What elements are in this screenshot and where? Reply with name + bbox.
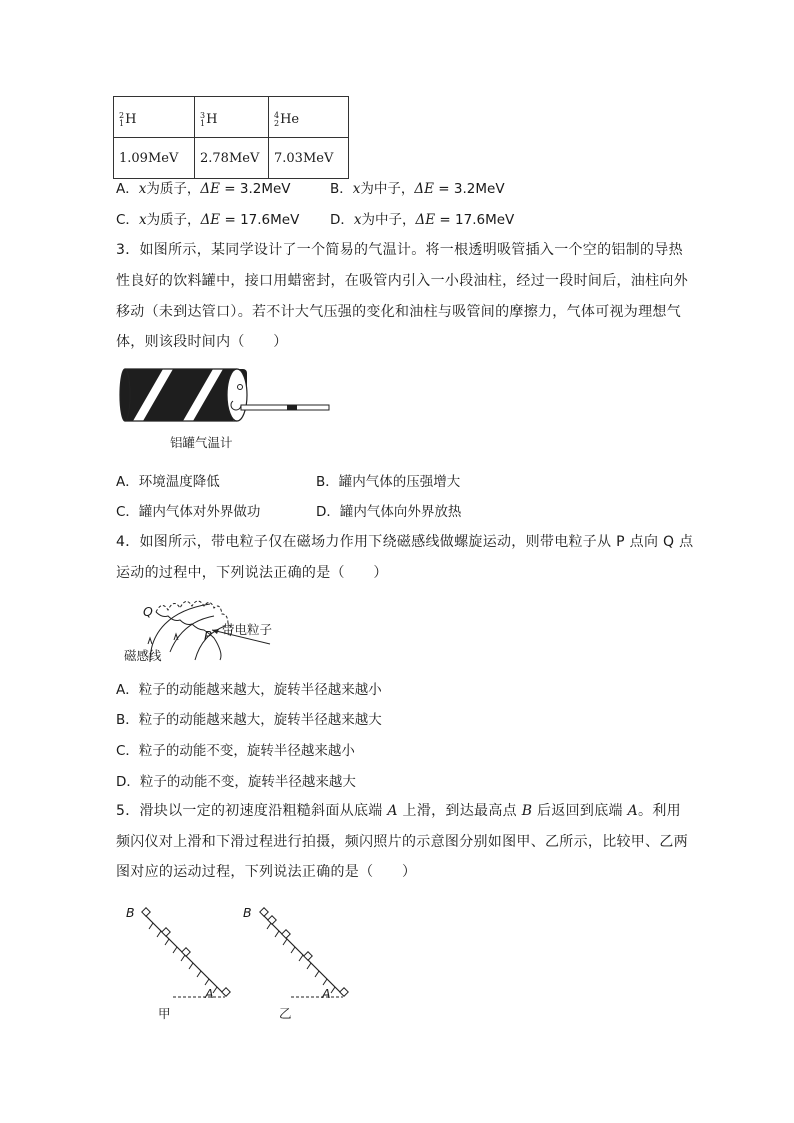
table-header-cell: 3 1 H [195,97,269,138]
helix-label-field-lines: 磁感线 [124,648,162,663]
incline-yi-caption: 乙 [279,1006,292,1021]
incline-jia-label-a: A [205,986,214,1001]
incline-yi-label-a: A [322,986,331,1001]
q3-stem-line: 移动（未到达管口）。若不计大气压强的变化和油柱与吸管间的摩擦力，气体可视为理想气 [116,304,681,320]
table-cell: 2.78MeV [195,138,269,179]
q3-stem-line: 3．如图所示，某同学设计了一个简易的气温计。将一根透明吸管插入一个空的铝制的导热 [116,242,683,258]
binding-energy-table [113,96,349,179]
table-row [114,97,349,138]
incline-jia-caption: 甲 [158,1006,171,1021]
q3-stem-line: 性良好的饮料罐中，接口用蜡密封，在吸管内引入一小段油柱，经过一段时间后，油柱向外 [116,273,688,289]
q5-stem-line: 频闪仪对上滑和下滑过程进行拍摄，频闪照片的示意图分别如图甲、乙所示，比较甲、乙两 [116,834,688,850]
incline-yi-label-b: B [243,905,252,920]
table-cell: 7.03MeV [269,138,349,179]
incline-figure-jia [125,905,235,1005]
q4-option-d[interactable]: D．粒子的动能不变，旋转半径越来越大 [116,774,356,790]
helix-label-p: P [204,628,212,643]
q4-option-b[interactable]: B．粒子的动能越来越大，旋转半径越来越大 [116,712,382,728]
q2-option-b[interactable]: B．x为中子，ΔE = 3.2MeV [330,181,505,197]
can-figure-caption: 铝罐气温计 [170,435,233,450]
q2-option-d[interactable]: D．x为中子，ΔE = 17.6MeV [330,212,515,228]
table-cell: 1.09MeV [114,138,195,179]
q3-stem-line: 体，则该段时间内（ ） [116,334,288,350]
q3-option-c[interactable]: C．罐内气体对外界做功 [116,504,261,520]
incline-jia-label-b: B [126,905,135,920]
q3-option-d[interactable]: D．罐内气体向外界放热 [316,504,462,520]
q2-option-c[interactable]: C．x为质子，ΔE = 17.6MeV [116,212,300,228]
table-header-cell: 4 2 He [269,97,349,138]
incline-figure-yi [243,905,353,1005]
helix-label-q: Q [143,604,153,619]
table-header-cell: 2 1 H [114,97,195,138]
q4-stem-line: 运动的过程中，下列说法正确的是（ ） [116,565,388,581]
helix-label-particle: 带电粒子 [222,622,273,637]
q3-option-b[interactable]: B．罐内气体的压强增大 [316,474,461,490]
q3-option-a[interactable]: A．环境温度降低 [116,474,220,490]
q5-stem-line: 5．滑块以一定的初速度沿粗糙斜面从底端 A 上滑，到达最高点 B 后返回到底端 A。利用 [116,803,681,819]
q4-stem-line: 4．如图所示，带电粒子仅在磁场力作用下绕磁感线做螺旋运动，则带电粒子从 P 点向 Q 点 [116,534,694,550]
q4-option-a[interactable]: A．粒子的动能越来越大，旋转半径越来越小 [116,682,382,698]
q4-option-c[interactable]: C．粒子的动能不变，旋转半径越来越小 [116,743,355,759]
can-thermometer-figure [115,365,335,430]
q5-stem-line: 图对应的运动过程，下列说法正确的是（ ） [116,864,417,880]
table-row [114,138,349,179]
q2-option-a[interactable]: A．x为质子，ΔE = 3.2MeV [116,181,291,197]
